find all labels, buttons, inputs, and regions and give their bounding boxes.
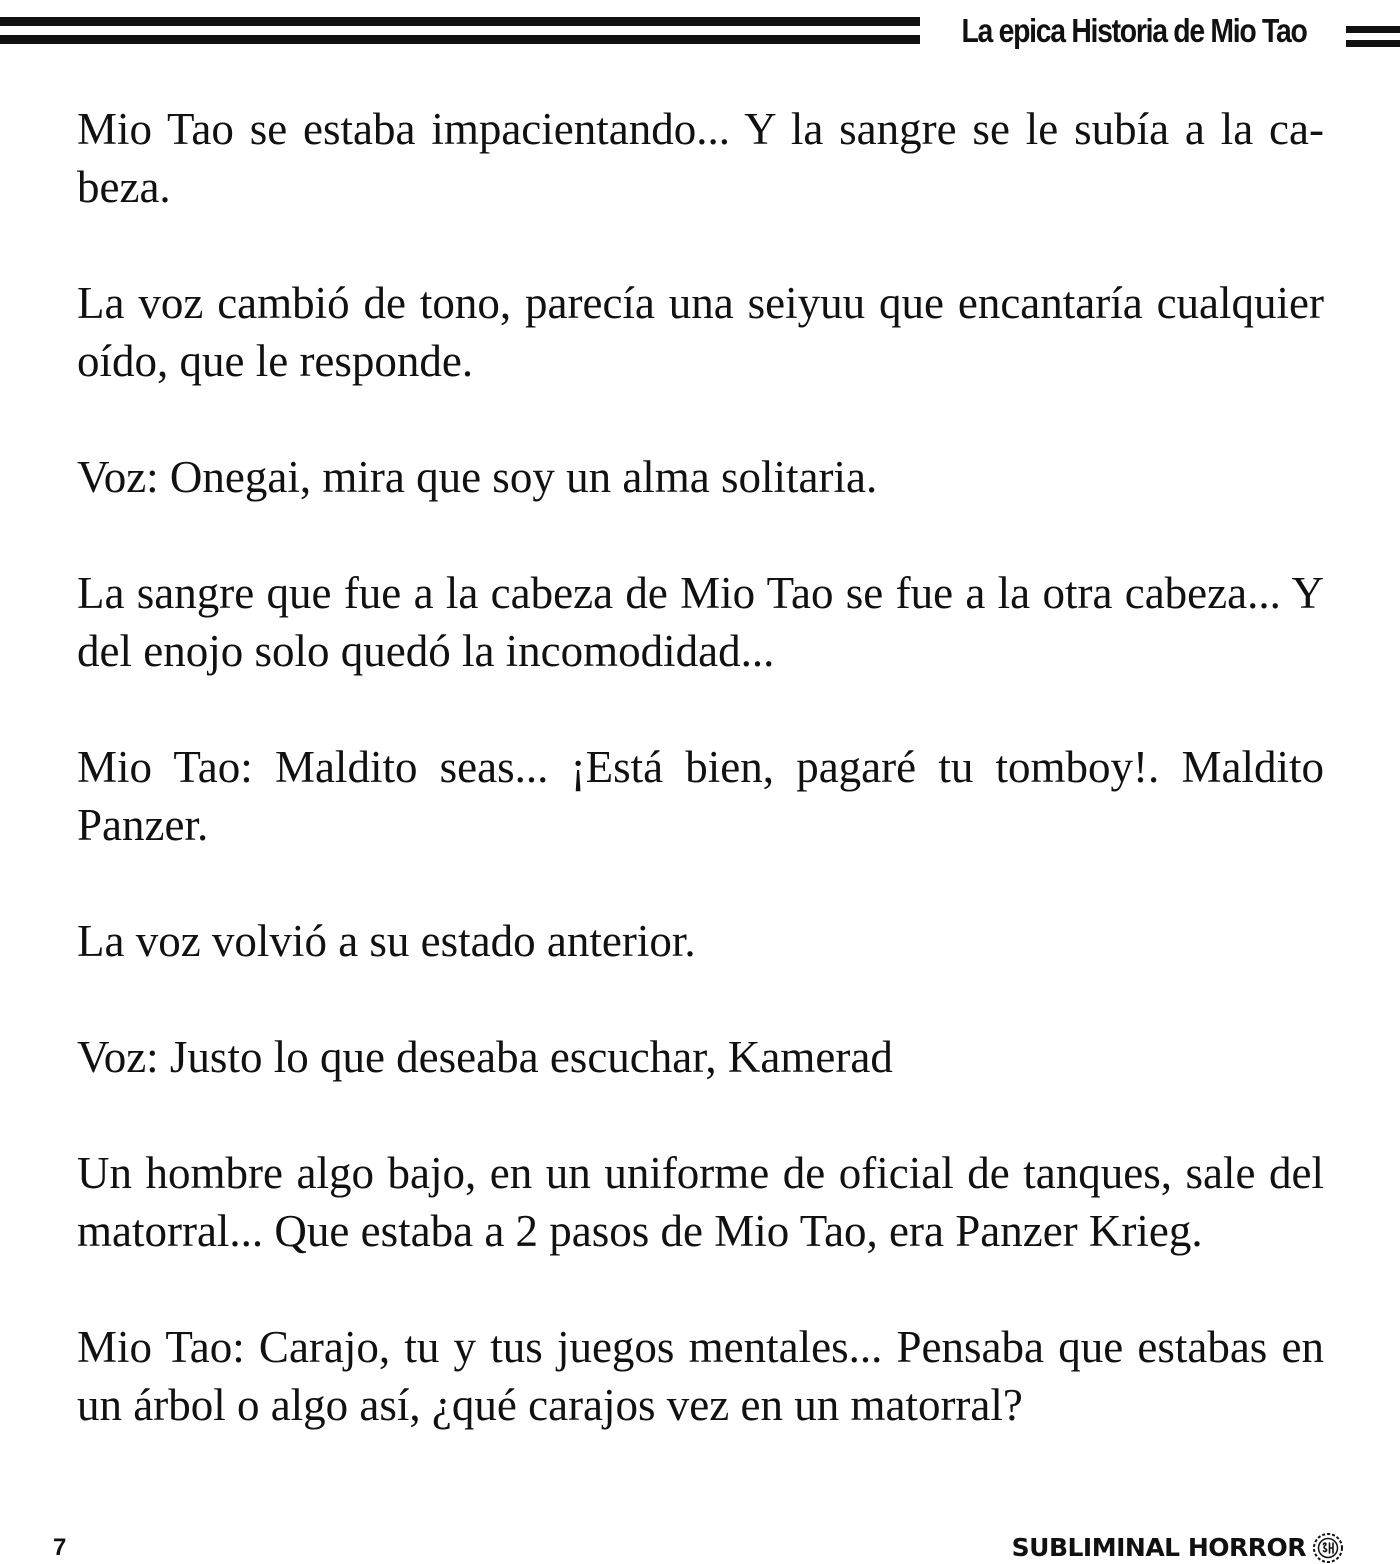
paragraph: Voz: Onegai, mira que soy un alma solitaria. xyxy=(77,452,878,502)
footer-brand xyxy=(1012,1532,1344,1564)
header-rule-top-left xyxy=(0,17,920,26)
paragraph: Mio Tao: Maldito seas... ¡Está bien, pagaré tu tomboy!. Maldito Panzer. xyxy=(77,742,1324,850)
paragraph: Un hombre algo bajo, en un uniforme de oficial de tanques, sale del matorral... Que estaba a 2 pasos de Mio Tao, era Panzer Krieg. xyxy=(77,1148,1324,1256)
page-number: 7 xyxy=(53,1534,67,1561)
paragraph: Voz: Justo lo que deseaba escuchar, Kamerad xyxy=(77,1032,893,1082)
header-rule-top-right xyxy=(1346,26,1400,33)
paragraph: La sangre que fue a la cabeza de Mio Tao se fue a la otra cabeza... Y del enojo solo quedó la incomodidad... xyxy=(77,568,1324,676)
running-header-title: La epica Historia de Mio Tao xyxy=(961,12,1307,49)
brand-name: SUBLIMINAL HORROR xyxy=(1011,1533,1306,1562)
subliminal-horror-logo-icon xyxy=(1312,1532,1344,1564)
header-rule-bottom-right xyxy=(1346,40,1400,47)
paragraph: Mio Tao: Carajo, tu y tus juegos mentales... Pensaba que estabas en un árbol o algo así, ¿qué carajos vez en un matorral? xyxy=(77,1322,1324,1430)
page-body xyxy=(77,100,1324,1492)
paragraph: La voz volvió a su estado anterior. xyxy=(77,916,696,966)
paragraph: La voz cambió de tono, parecía una seiyuu que encantaría cualquier oído, que le responde. xyxy=(77,278,1324,386)
paragraph: Mio Tao se estaba impacientando... Y la sangre se le subía a la cabeza. xyxy=(77,104,1324,212)
header-rule-bottom-left xyxy=(0,35,920,44)
